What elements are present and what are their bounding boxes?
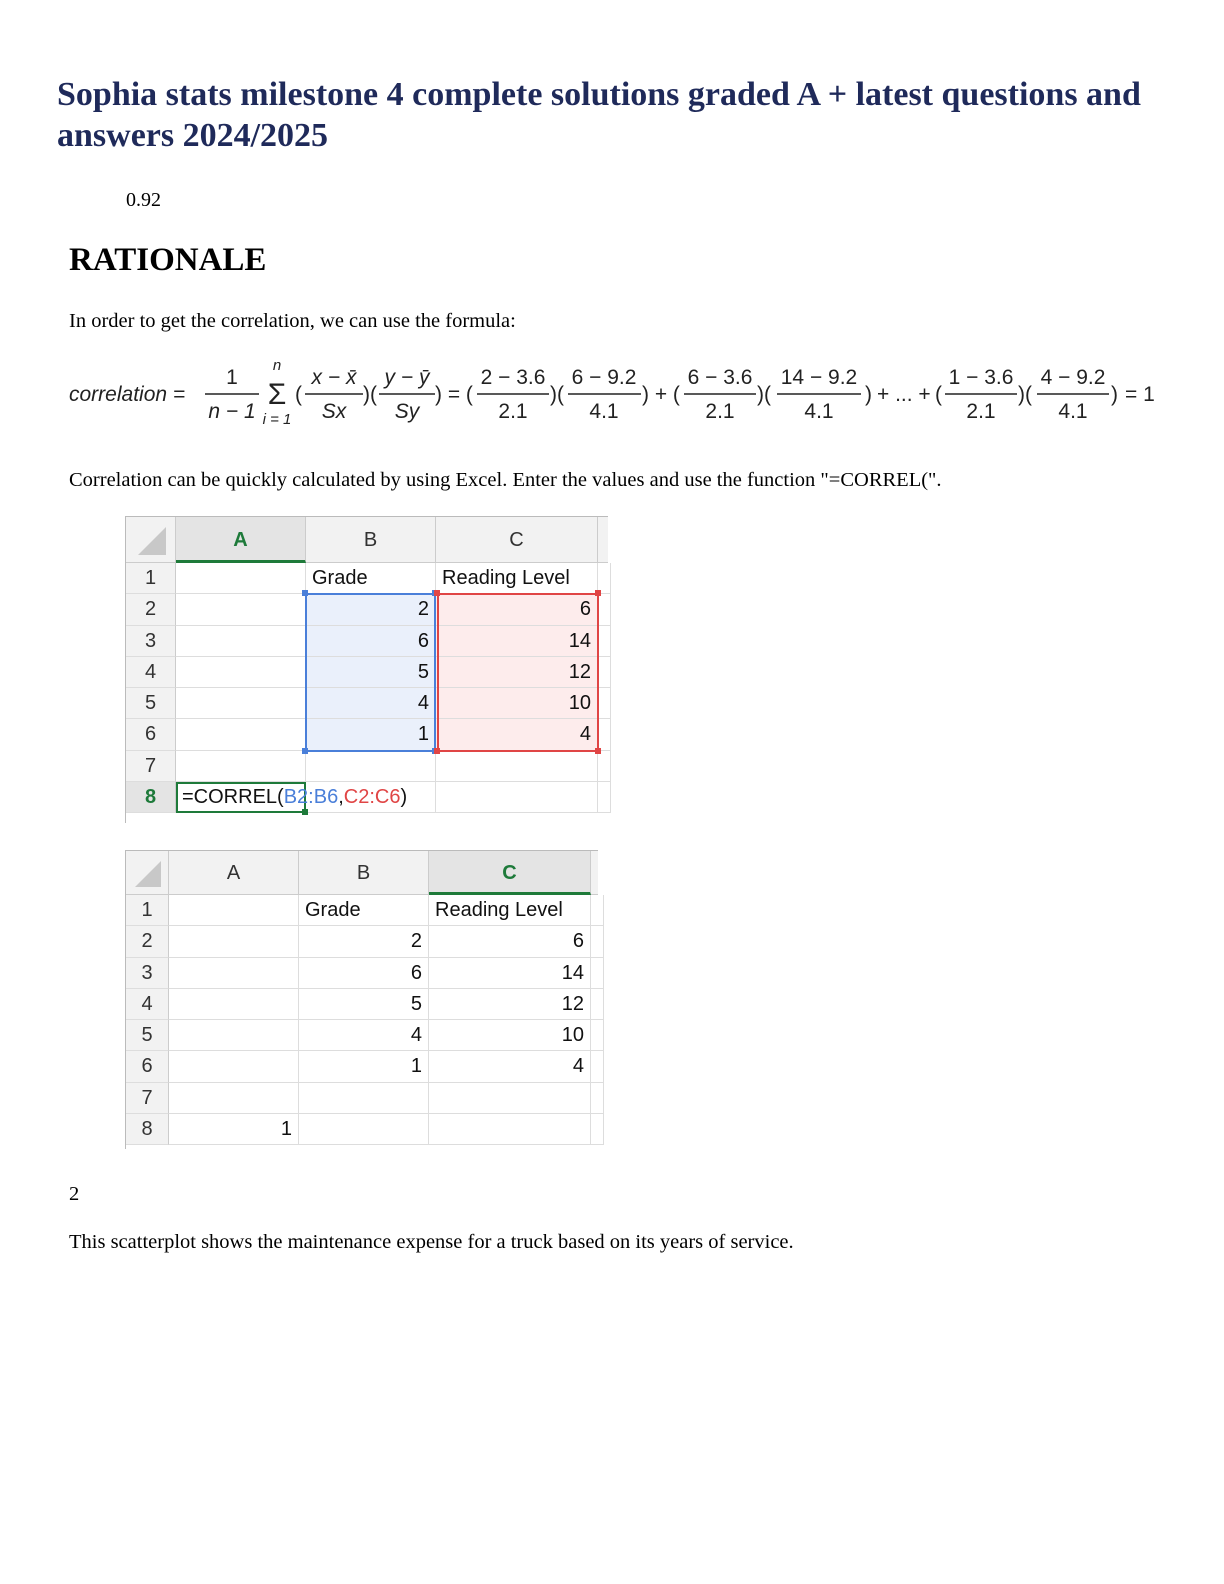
cell-overflow: [591, 989, 604, 1020]
range-handle[interactable]: [434, 590, 440, 596]
range-handle[interactable]: [434, 748, 440, 754]
cell-reading-value[interactable]: 14: [429, 958, 591, 989]
formula-a-num: 2 − 3.6: [480, 366, 546, 389]
formula-c-num: 6 − 3.6: [687, 366, 753, 389]
cell[interactable]: [176, 626, 306, 657]
cell-reading-value[interactable]: 6: [429, 926, 591, 957]
cell[interactable]: [176, 657, 306, 688]
excel-paragraph: Correlation can be quickly calculated by using Excel. Enter the values and use the function "=CORREL(".: [69, 469, 942, 491]
cell[interactable]: [429, 1083, 591, 1114]
column-header-overflow: [598, 517, 608, 563]
svg-text:): ): [1111, 383, 1118, 406]
cell-correl-result[interactable]: 1: [169, 1114, 299, 1145]
column-header-overflow: [591, 851, 598, 895]
row-header[interactable]: 8: [126, 782, 176, 813]
cell[interactable]: [169, 958, 299, 989]
cell-grade-value[interactable]: 2: [299, 926, 429, 957]
formula-c-den: 2.1: [705, 400, 735, 423]
svg-text:)(: )(: [363, 383, 377, 406]
rationale-heading: RATIONALE: [69, 242, 267, 278]
cell-grade-value[interactable]: 6: [306, 626, 436, 657]
column-header-b[interactable]: B: [306, 517, 436, 563]
cell-overflow: [591, 926, 604, 957]
cell-grade-value[interactable]: 4: [299, 1020, 429, 1051]
cell-reading-value[interactable]: 10: [429, 1020, 591, 1051]
cell-grade-value[interactable]: 4: [306, 688, 436, 719]
formula-term2-num: y − ȳ: [384, 366, 430, 389]
formula-b-num: 6 − 9.2: [571, 366, 637, 389]
row-header[interactable]: 8: [126, 1114, 169, 1145]
cell-grade-value[interactable]: 6: [299, 958, 429, 989]
cell-grade-value[interactable]: 5: [299, 989, 429, 1020]
cell-overflow: [591, 1114, 604, 1145]
formula-d-den: 4.1: [804, 400, 834, 423]
formula-f-num: 4 − 9.2: [1040, 366, 1106, 389]
row-header[interactable]: 7: [126, 1083, 169, 1114]
question-number: 2: [69, 1183, 80, 1205]
column-header-c[interactable]: C: [429, 851, 591, 895]
cell-grade-value[interactable]: 5: [306, 657, 436, 688]
cell[interactable]: [176, 688, 306, 719]
cell-overflow: [598, 782, 611, 813]
correlation-formula: [69, 356, 1169, 436]
scatterplot-paragraph: This scatterplot shows the maintenance expense for a truck based on its years of service.: [69, 1231, 794, 1253]
row-header[interactable]: 5: [126, 1020, 169, 1051]
formula-comma: ,: [338, 785, 344, 808]
row-header[interactable]: 5: [126, 688, 176, 719]
cell-grade-value[interactable]: 2: [306, 594, 436, 625]
svg-text:(: (: [935, 383, 942, 406]
row-header[interactable]: 1: [126, 895, 169, 926]
cell-grade-value[interactable]: 1: [306, 719, 436, 750]
row-header[interactable]: 6: [126, 719, 176, 750]
svg-text:)(: )(: [550, 383, 564, 406]
formula-lhs: correlation =: [69, 383, 186, 406]
svg-text:) + (: ) + (: [642, 383, 680, 406]
formula-prefix: =CORREL(: [182, 785, 284, 808]
cell-overflow: [591, 895, 604, 926]
cell-reading-header[interactable]: Reading Level: [436, 563, 598, 594]
answer-value: 0.92: [126, 189, 161, 211]
cell[interactable]: [169, 895, 299, 926]
cell-grade-header[interactable]: Grade: [306, 563, 436, 594]
svg-text:): ): [865, 383, 872, 406]
cell-overflow: [598, 719, 611, 750]
spreadsheet-result: [125, 850, 598, 1149]
svg-text:) = (: ) = (: [435, 383, 473, 406]
cell-overflow: [591, 1051, 604, 1082]
cell[interactable]: [436, 782, 598, 813]
range-handle[interactable]: [595, 590, 601, 596]
formula-suffix: ): [400, 785, 408, 808]
select-all-icon: [126, 851, 169, 895]
formula-result: = 1: [1125, 383, 1155, 406]
formula-term1-num: x − x̄: [311, 366, 357, 389]
formula-sum-top: n: [272, 357, 282, 374]
formula-a-den: 2.1: [498, 400, 528, 423]
cell[interactable]: [176, 719, 306, 750]
cell-reading-value[interactable]: 4: [429, 1051, 591, 1082]
cell[interactable]: [169, 1051, 299, 1082]
cell-overflow: [598, 657, 611, 688]
formula-range-c: C2:C6: [343, 785, 401, 808]
range-handle[interactable]: [595, 748, 601, 754]
formula-b-den: 4.1: [589, 400, 619, 423]
svg-text:)(: )(: [1018, 383, 1032, 406]
cell[interactable]: [436, 751, 598, 782]
cell-reading-value[interactable]: 12: [429, 989, 591, 1020]
cell-overflow: [598, 751, 611, 782]
range-handle[interactable]: [302, 590, 308, 596]
formula-cell-a8[interactable]: [176, 782, 408, 813]
formula-frac-den: n − 1: [208, 400, 256, 423]
row-header[interactable]: 7: [126, 751, 176, 782]
column-header-a[interactable]: A: [176, 517, 306, 563]
cell-reading-header[interactable]: Reading Level: [429, 895, 591, 926]
row-header[interactable]: 2: [126, 594, 176, 625]
cell[interactable]: [299, 1114, 429, 1145]
cell-reading-value[interactable]: 14: [436, 626, 598, 657]
formula-sum-bottom: i = 1: [262, 411, 292, 428]
formula-ellipsis: + ... +: [877, 383, 931, 406]
formula-term2-den: Sy: [394, 400, 420, 423]
formula-frac-num: 1: [226, 366, 238, 389]
cell[interactable]: [176, 594, 306, 625]
cell-reading-value[interactable]: 4: [436, 719, 598, 750]
row-header[interactable]: 4: [126, 657, 176, 688]
document-title: Sophia stats milestone 4 complete solutions graded A + latest questions and answers 2024/2025: [57, 76, 1141, 154]
row-header[interactable]: 4: [126, 989, 169, 1020]
cell[interactable]: [169, 1020, 299, 1051]
cell-overflow: [591, 1020, 604, 1051]
cell[interactable]: [176, 751, 306, 782]
cell-overflow: [598, 688, 611, 719]
cell[interactable]: [429, 1114, 591, 1145]
cell-overflow: [591, 958, 604, 989]
cell-grade-header[interactable]: Grade: [299, 895, 429, 926]
formula-e-den: 2.1: [966, 400, 996, 423]
cell-reading-value[interactable]: 6: [436, 594, 598, 625]
fill-handle[interactable]: [302, 809, 308, 815]
cell-grade-value[interactable]: 1: [299, 1051, 429, 1082]
cell-overflow: [598, 626, 611, 657]
cell[interactable]: [299, 1083, 429, 1114]
row-header[interactable]: 2: [126, 926, 169, 957]
row-header[interactable]: 6: [126, 1051, 169, 1082]
cell[interactable]: [169, 926, 299, 957]
cell-overflow: [591, 1083, 604, 1114]
column-header-a[interactable]: A: [169, 851, 299, 895]
cell[interactable]: [169, 1083, 299, 1114]
formula-d-num: 14 − 9.2: [780, 366, 858, 389]
formula-f-den: 4.1: [1058, 400, 1088, 423]
corner-cell[interactable]: [126, 851, 169, 895]
intro-paragraph: In order to get the correlation, we can use the formula:: [69, 310, 516, 332]
svg-text:)(: )(: [757, 383, 771, 406]
select-all-icon: [126, 517, 176, 563]
row-header[interactable]: 3: [126, 626, 176, 657]
column-header-b[interactable]: B: [299, 851, 429, 895]
column-header-c[interactable]: C: [436, 517, 598, 563]
corner-cell[interactable]: [126, 517, 176, 563]
svg-text:Σ: Σ: [267, 378, 287, 411]
svg-text:(: (: [295, 383, 302, 406]
formula-term1-den: Sx: [321, 400, 347, 423]
cell[interactable]: [306, 751, 436, 782]
cell-reading-value[interactable]: 12: [436, 657, 598, 688]
row-header[interactable]: 1: [126, 563, 176, 594]
row-header[interactable]: 3: [126, 958, 169, 989]
spreadsheet-formula: [125, 516, 608, 823]
cell-overflow: [598, 594, 611, 625]
range-handle[interactable]: [302, 748, 308, 754]
cell-reading-value[interactable]: 10: [436, 688, 598, 719]
cell[interactable]: [176, 563, 306, 594]
formula-range-b: B2:B6: [283, 785, 339, 808]
cell[interactable]: [169, 989, 299, 1020]
formula-e-num: 1 − 3.6: [948, 366, 1014, 389]
